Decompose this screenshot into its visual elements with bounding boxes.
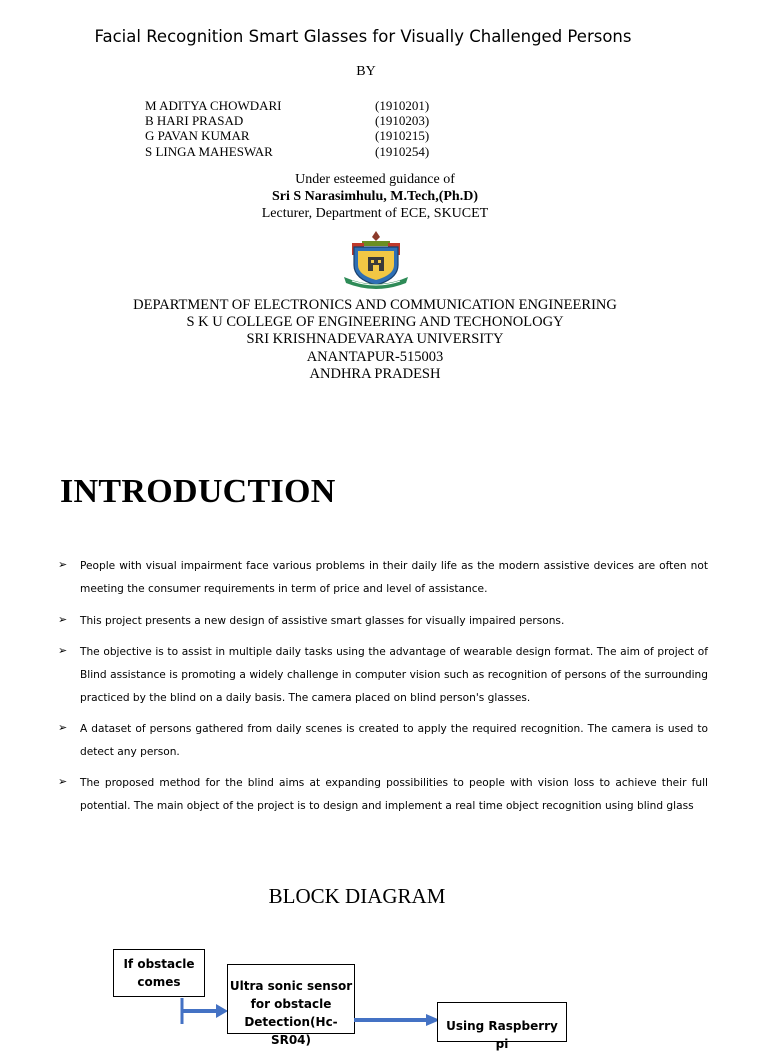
raspberry-pi-box-label: Using Raspberry pi	[446, 1019, 558, 1051]
college-line: S K U COLLEGE OF ENGINEERING AND TECHONOLOGY	[186, 314, 564, 330]
intro-bullet-text: The proposed method for the blind aims at expanding possibilities to people with vision loss to achieve their full potential. The main object of the project is to design and implement a real time object recognition using blind glass	[80, 777, 708, 812]
guide-name: Sri S Narasimhulu, M.Tech,(Ph.D)	[271, 189, 478, 204]
author-name: G PAVAN KUMAR	[145, 128, 250, 143]
guidance-intro: Under esteemed guidance of	[295, 172, 455, 187]
obstacle-arrow-icon	[178, 998, 230, 1024]
by-label: BY	[356, 64, 376, 79]
ultrasonic-sensor-box	[227, 964, 355, 1047]
university-line: SRI KRISHNADEVARAYA UNIVERSITY	[246, 331, 504, 347]
author-id: (1910215)	[375, 128, 430, 143]
obstacle-box	[113, 949, 205, 997]
department-line: DEPARTMENT OF ELECTRONICS AND COMMUNICATION ENGINEERING	[133, 297, 617, 313]
university-emblem-logo	[340, 229, 412, 291]
state-line: ANDHRA PRADESH	[309, 366, 441, 382]
bullet-arrow-icon: ➢	[58, 775, 68, 788]
author-name: M ADITYA CHOWDARI	[145, 98, 282, 113]
author-id: (1910203)	[375, 113, 430, 128]
author-name: S LINGA MAHESWAR	[145, 144, 273, 159]
obstacle-box-label: If obstacle comes	[123, 957, 195, 989]
bullet-arrow-icon: ➢	[58, 558, 68, 571]
author-id: (1910201)	[375, 98, 430, 113]
introduction-heading: INTRODUCTION	[60, 473, 336, 510]
document-title: Facial Recognition Smart Glasses for Visually Challenged Persons	[94, 27, 632, 46]
intro-bullet-text: The objective is to assist in multiple daily tasks using the advantage of wearable design format. The aim of project of Blind assistance is promoting a widely challenge in computer vision such as recognition of persons of the surrounding practiced by the blind on a daily basis. The camera placed on blind person's glasses.	[80, 646, 708, 704]
bullet-arrow-icon: ➢	[58, 644, 68, 657]
block-diagram-heading: BLOCK DIAGRAM	[268, 884, 446, 908]
city-line: ANANTAPUR-515003	[306, 349, 444, 365]
author-name: B HARI PRASAD	[145, 113, 244, 128]
raspberry-pi-box	[437, 1002, 567, 1051]
author-id: (1910254)	[375, 144, 430, 159]
intro-bullet-text: People with visual impairment face various problems in their daily life as the modern assistive devices are often not meeting the consumer requirements in term of price and level of assistance.	[80, 560, 708, 595]
bullet-arrow-icon: ➢	[58, 721, 68, 734]
sensor-to-pi-arrow-icon	[354, 1014, 440, 1024]
ultrasonic-sensor-box-label: Ultra sonic sensor for obstacle Detection(Hc-SR04)	[229, 979, 353, 1047]
guide-role: Lecturer, Department of ECE, SKUCET	[261, 206, 489, 221]
intro-bullet-text: This project presents a new design of assistive smart glasses for visually impaired persons.	[80, 615, 565, 627]
intro-bullet-text: A dataset of persons gathered from daily scenes is created to apply the required recognition. The camera is used to detect any person.	[80, 723, 708, 758]
bullet-arrow-icon: ➢	[58, 613, 68, 626]
